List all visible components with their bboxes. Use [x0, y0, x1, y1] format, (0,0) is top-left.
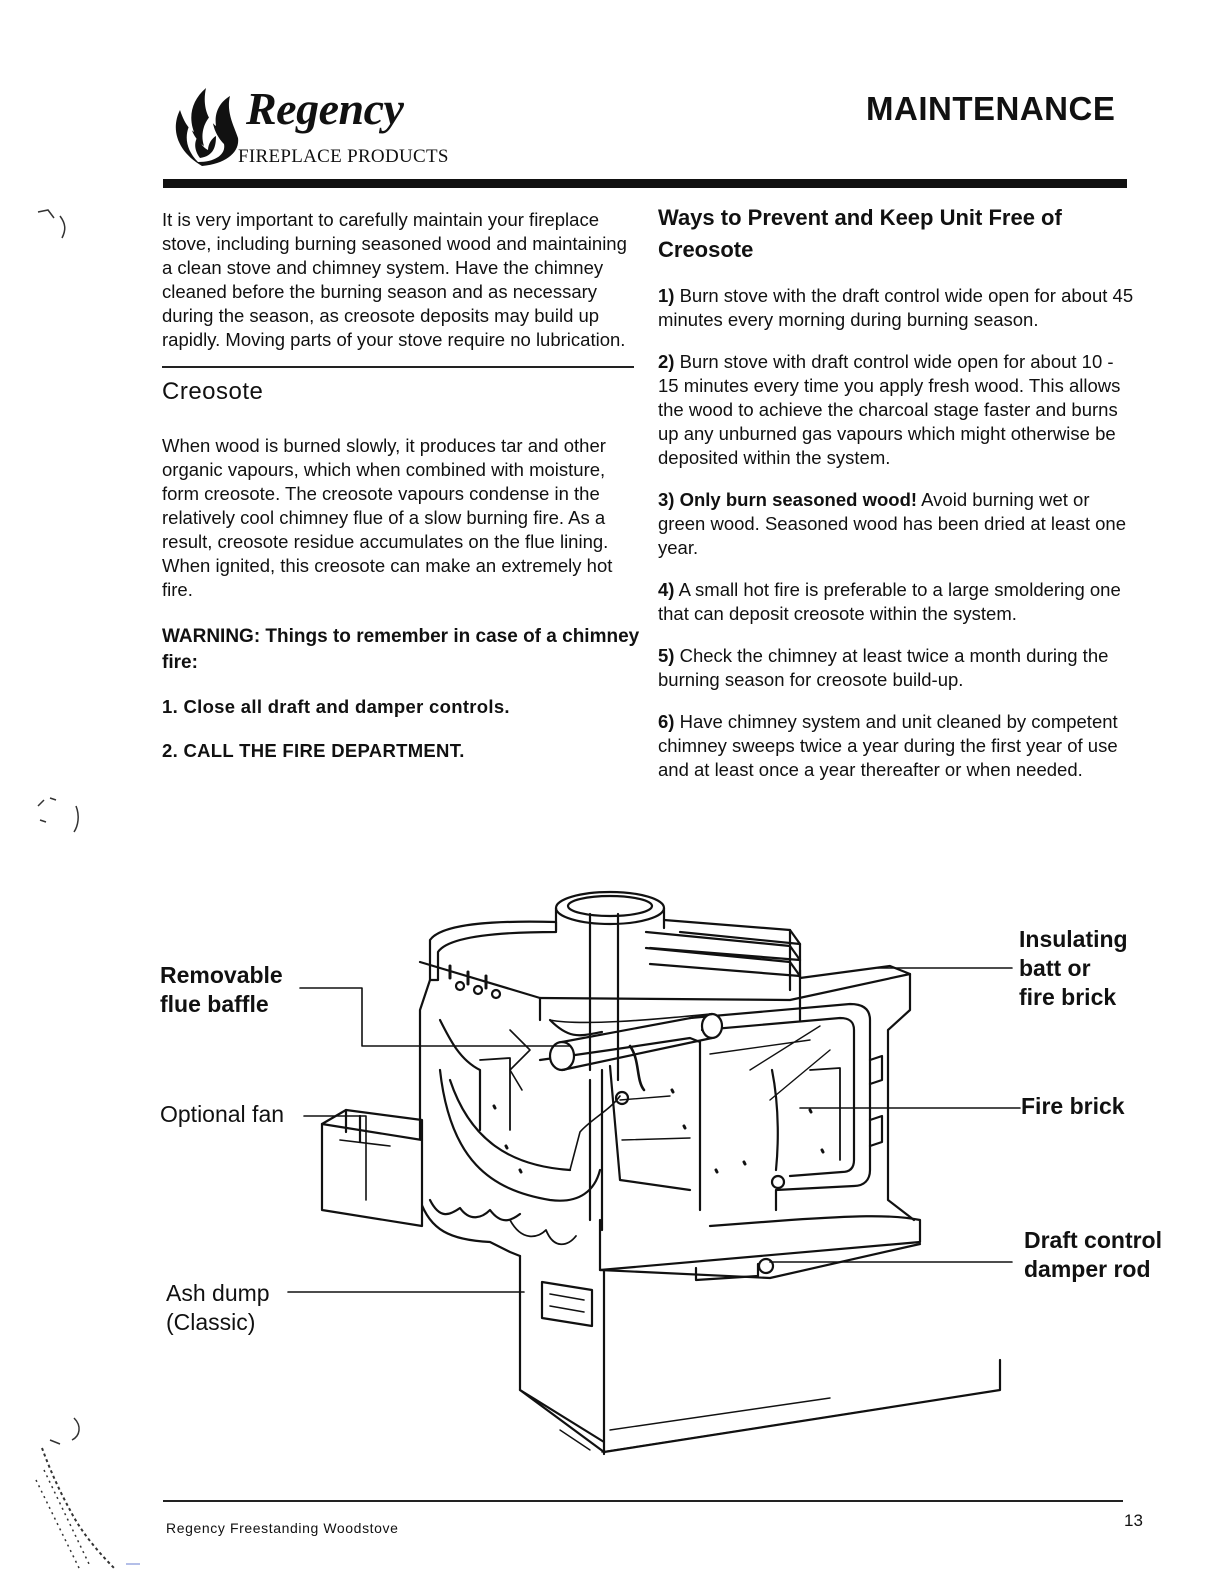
- prevention-item: 3) Only burn seasoned wood! Avoid burning wet or green wood. Seasoned wood has been dried at least one year.: [658, 489, 1126, 558]
- creosote-heading: Creosote: [162, 378, 264, 405]
- scan-margin-artifacts: [20, 200, 140, 1584]
- flame-logo-icon: [168, 86, 244, 168]
- intro-paragraph: It is very important to carefully maintain your fireplace stove, including burning seasoned wood and maintaining a clean stove and chimney system. Have the chimney cleaned before the burning season and as necessary during the season, as creosote deposits may build up rapidly. Moving parts of your stove require no lubrication.: [162, 209, 627, 350]
- page-number: 13: [1124, 1511, 1143, 1530]
- creosote-paragraph: When wood is burned slowly, it produces tar and other organic vapours, which when combined with moisture, form creosote. The creosote vapours condense in the relatively cool chimney flue of a slow burning fire. As a result, creosote residue accumulates on the flue lining. When ignited, this creosote can make an extremely hot fire.: [162, 435, 613, 600]
- call-fire-department-step: 2. CALL THE FIRE DEPARTMENT.: [162, 740, 465, 761]
- optional-fan-label: Optional fan: [160, 1101, 285, 1127]
- ash-dump-label: Ash dump (Classic): [166, 1280, 270, 1335]
- fire-brick-label: Fire brick: [1021, 1093, 1125, 1119]
- optional-fan-box: [322, 1110, 422, 1226]
- prevention-item: 6) Have chimney system and unit cleaned by competent chimney sweeps twice a year during the first year of use and at least once a year thereafter or when needed.: [658, 711, 1118, 780]
- header-rule: [163, 179, 1127, 188]
- prevention-heading: Ways to Prevent and Keep Unit Free of Creosote: [658, 205, 1062, 262]
- prevention-item: 4) A small hot fire is preferable to a large smoldering one that can deposit creosote within the system.: [658, 579, 1121, 624]
- right-column: [658, 202, 1134, 800]
- brand-subtitle: FIREPLACE PRODUCTS: [238, 146, 449, 167]
- close-controls-step: 1. Close all draft and damper controls.: [162, 696, 510, 717]
- brand-name: Regency: [246, 83, 404, 134]
- prevention-item: 1) Burn stove with the draft control wide open for about 45 minutes every morning during burning season.: [658, 285, 1134, 330]
- left-column: [162, 208, 642, 784]
- footer-rule: [163, 1500, 1123, 1502]
- draft-control-label: Draft control damper rod: [1024, 1227, 1162, 1282]
- prevention-item: 2) Burn stove with draft control wide open for about 10 - 15 minutes every time you apply fresh wood. This allows the wood to achieve the charcoal stage faster and burns up any unburned gas vapours which might otherwise be deposited within the system.: [658, 351, 1121, 468]
- section-divider: [162, 366, 634, 368]
- insulating-batt-label: Insulating batt or fire brick: [1019, 926, 1128, 1010]
- prevention-item: 5) Check the chimney at least twice a month during the burning season for creosote build-up.: [658, 645, 1109, 690]
- page-title: MAINTENANCE: [866, 90, 1116, 127]
- footer-document-title: Regency Freestanding Woodstove: [166, 1520, 399, 1536]
- hearth-and-pedestal: [520, 1216, 1000, 1454]
- removable-flue-baffle-label: Removable flue baffle: [160, 962, 283, 1017]
- top-plate: [420, 920, 910, 1000]
- firebox-interior: [480, 1014, 823, 1210]
- chimney-fire-warning: WARNING: Things to remember in case of a chimney fire:: [162, 626, 640, 673]
